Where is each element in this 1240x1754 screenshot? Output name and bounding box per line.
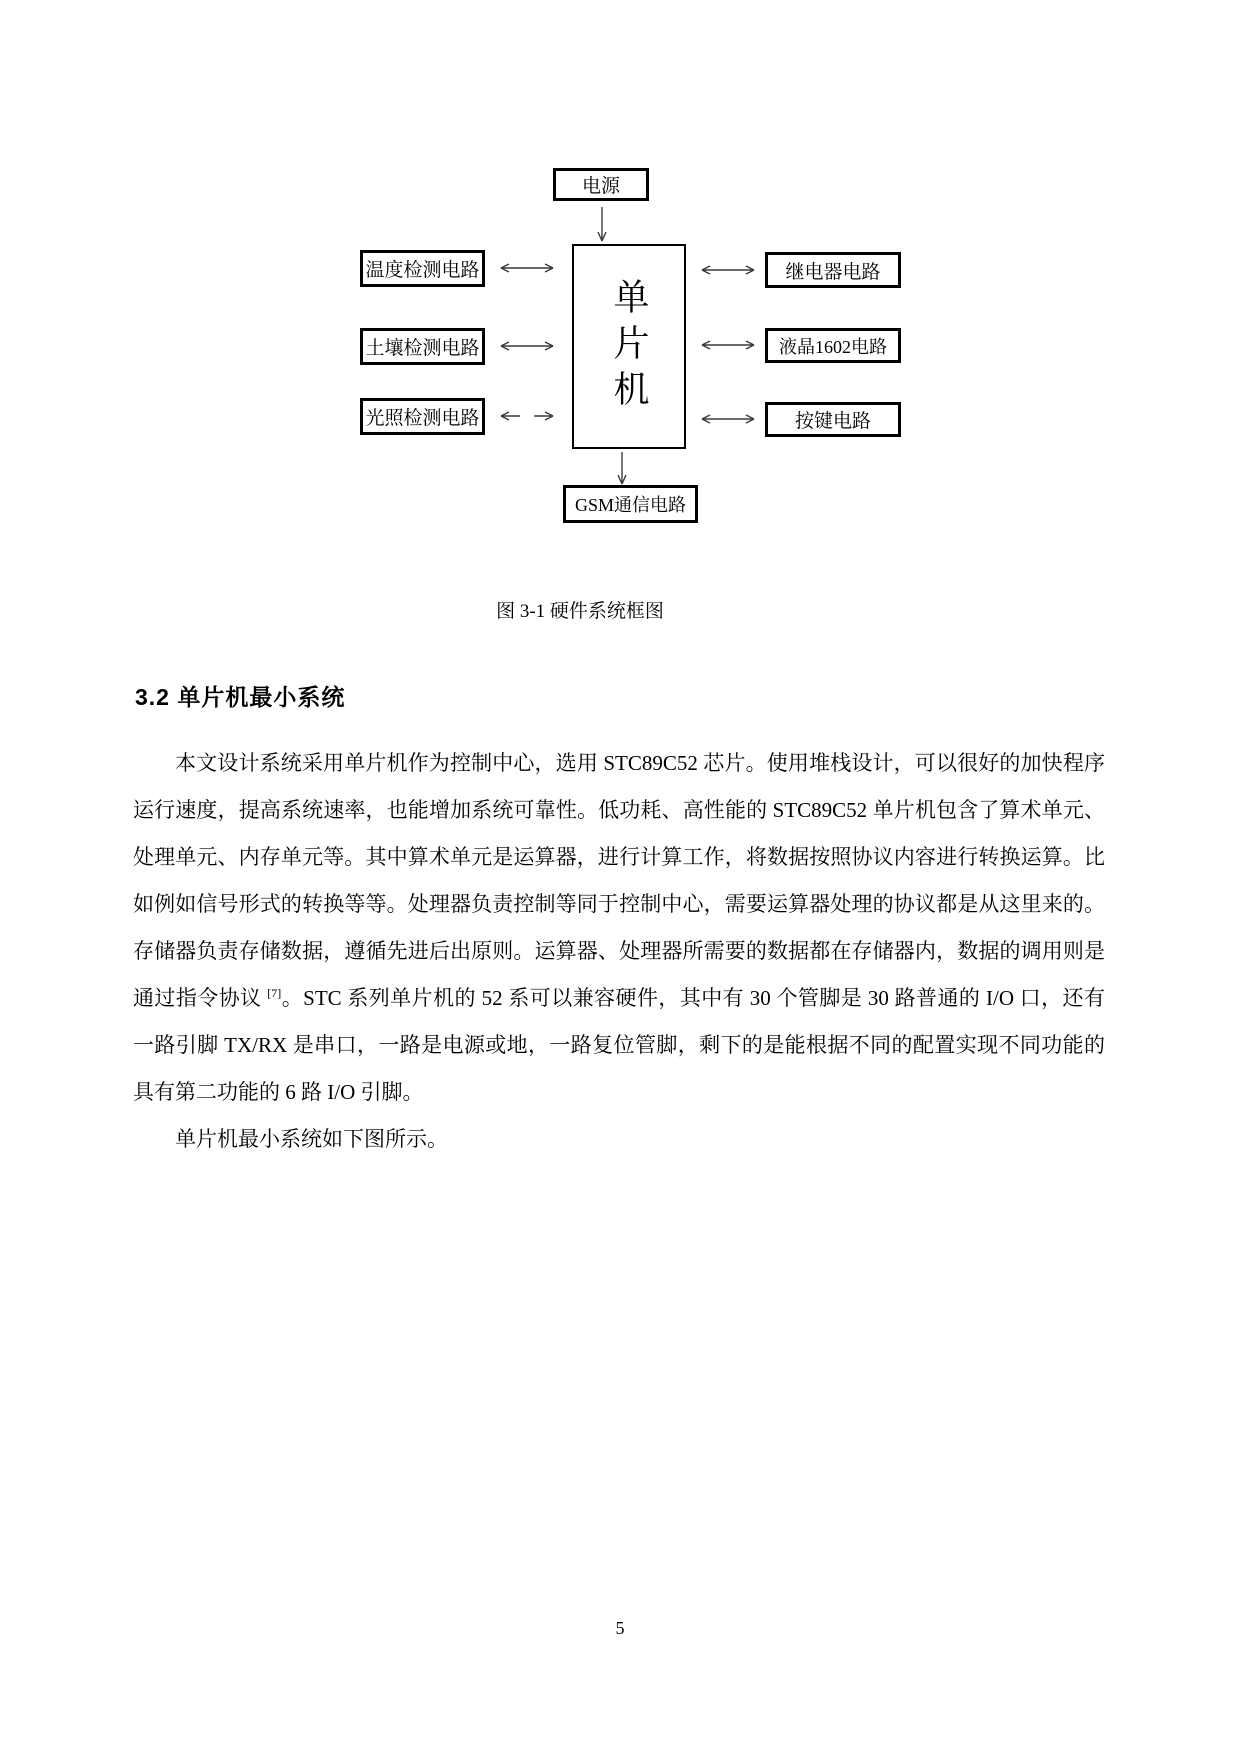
diagram-node-relay-circuit [765, 252, 901, 288]
body-text [133, 740, 1105, 1163]
mcu-lcd1602-double-arrow-icon [693, 338, 763, 352]
paragraph-figure-lead-in: 单片机最小系统如下图所示。 [175, 1127, 448, 1151]
figure-caption: 图 3-1 硬件系统框图 [496, 601, 664, 622]
diagram-node-power-label: 电源 [581, 176, 620, 197]
paragraph-text-after-citation: 。STC 系列单片机的 52 系可以兼容硬件，其中有 30 个管脚是 30 路普通的 I/O 口，还有一路引脚 TX/RX 是串口，一路是电源或地，一路复位管脚，剩下的是能根据不同的配置实现不同功能的具有第二功能的 6 路 I/O 引脚。 [133, 986, 1105, 1104]
diagram-node-light-label: 光照检测电路 [365, 408, 480, 429]
power-to-mcu-down-arrow-icon [595, 205, 609, 243]
diagram-node-relay-label: 继电器电路 [785, 261, 881, 283]
diagram-node-gsm-circuit [563, 485, 698, 523]
mcu-button-double-arrow-icon [693, 412, 763, 426]
mcu-temperature-double-arrow-icon [492, 261, 562, 275]
diagram-node-lcd1602-label: 液晶1602电路 [779, 336, 887, 357]
diagram-node-gsm-label: GSM通信电路 [574, 495, 686, 515]
diagram-node-lcd1602-circuit [765, 328, 901, 363]
mcu-soil-double-arrow-icon [492, 339, 562, 353]
diagram-node-power [553, 168, 649, 201]
diagram-node-button-circuit [765, 402, 901, 437]
diagram-node-temperature-label: 温度检测电路 [365, 260, 480, 281]
mcu-light-double-arrow-icon [492, 409, 562, 423]
diagram-node-mcu [572, 244, 686, 449]
diagram-node-temperature-circuit [360, 250, 485, 287]
mcu-to-gsm-down-arrow-icon [615, 450, 629, 486]
page-number: 5 [615, 1618, 625, 1638]
section-heading: 3.2 单片机最小系统 [135, 684, 346, 711]
mcu-relay-double-arrow-icon [693, 263, 763, 277]
paragraph-text-before-citation: 本文设计系统采用单片机作为控制中心，选用 STC89C52 芯片。使用堆栈设计，可以很好的加快程序运行速度，提高系统速率，也能增加系统可靠性。低功耗、高性能的 STC89C52 单片机包含了算术单元、处理单元、内存单元等。其中算术单元是运算器，进行计算工作，将数据按照协议内容进行转换运算。比如例如信号形式的转换等等。处理器负责控制等同于控制中心，需要运算器处理的协议都是从这里来的。存储器负责存储数据，遵循先进后出原则。运算器、处理器所需要的数据都在存储器内，数据的调用则是通过指令协议 [133, 751, 1105, 1010]
diagram-node-light-circuit [360, 398, 485, 435]
diagram-node-soil-label: 土壤检测电路 [365, 338, 480, 359]
paragraph-mcu-description [133, 740, 1105, 1116]
citation-marker: [7] [267, 986, 282, 1000]
diagram-node-soil-circuit [360, 328, 485, 365]
diagram-node-mcu-label: 单片机 [609, 277, 649, 416]
diagram-node-button-label: 按键电路 [794, 411, 871, 432]
